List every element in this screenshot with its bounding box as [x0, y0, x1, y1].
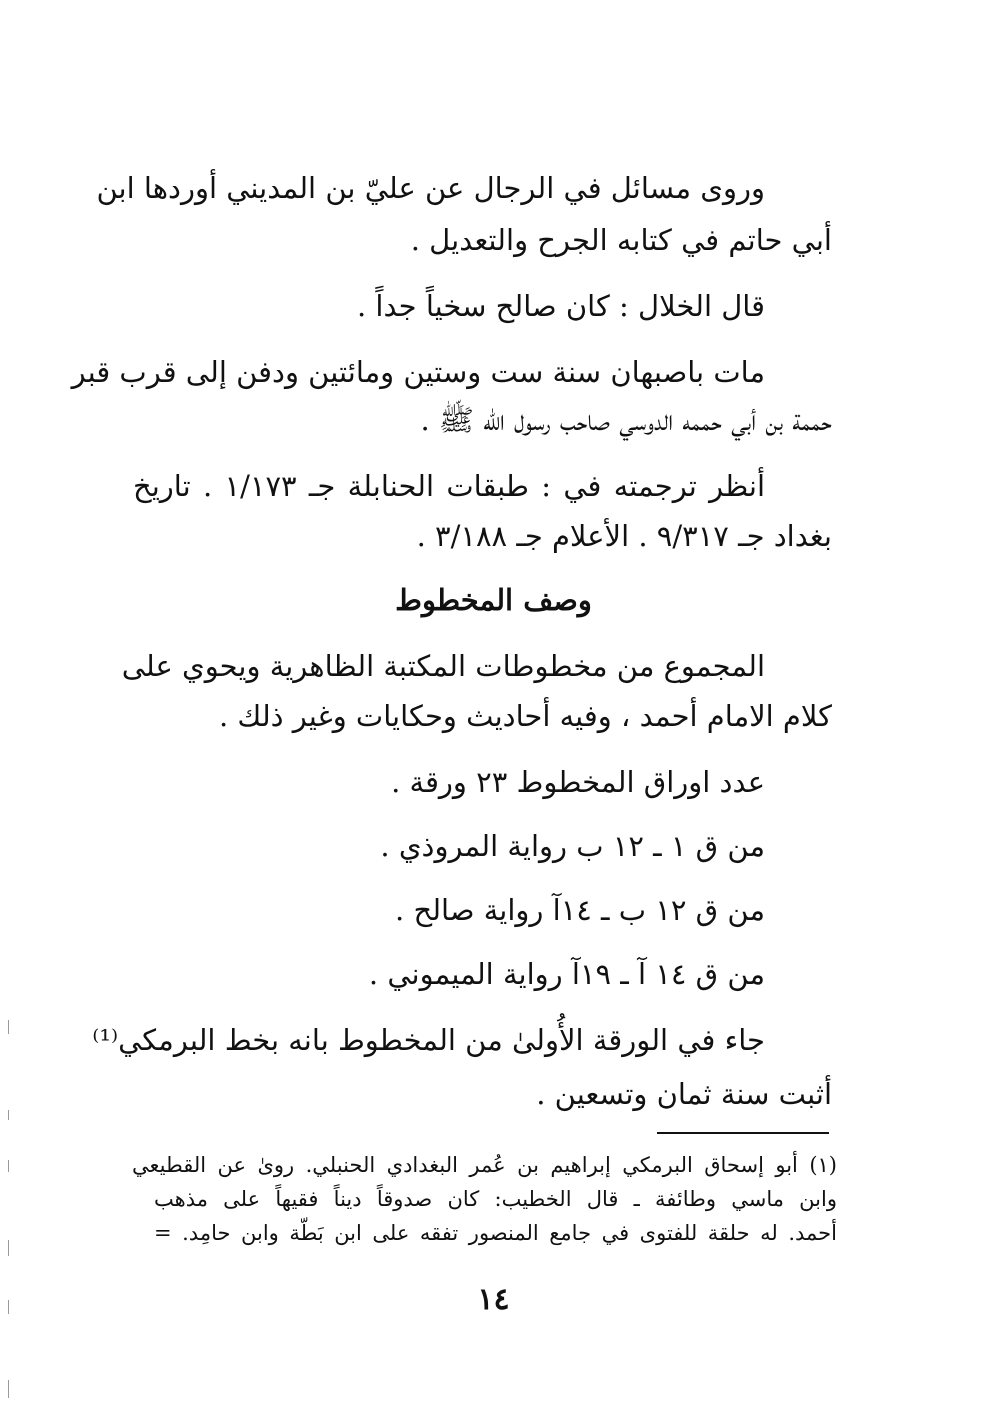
scan-margin-mark [8, 1020, 9, 1034]
footnote-line-3: أحمد. له حلقة للفتوى في جامع المنصور تفقه على ابن بَطّة وابن حامِد. = [154, 1221, 837, 1245]
scan-margin-mark [8, 1240, 9, 1256]
paragraph-3-line-2: حممة بن أبي حممه الدوسي صاحب رسول الله ﷺ . [420, 403, 832, 437]
paragraph-2: قال الخلال : كان صالح سخياً جداً . [356, 289, 765, 323]
paragraph-10-line-1: جاء في الورقة الأُولىٰ من المخطوط بانه بخط البرمكي⁽¹⁾ [92, 1023, 765, 1057]
paragraph-1-line-2: أبي حاتم في كتابه الجرح والتعديل . [410, 223, 832, 257]
footnote-line-2: وابن ماسي وطائفة ـ قال الخطيب: كان صدوقاً ديناً فقيهاً على مذهب [154, 1187, 837, 1211]
section-heading: وصف المخطوط [395, 583, 592, 617]
footnote-divider [657, 1132, 829, 1134]
footnote-line-1: (١) أبو إسحاق البرمكي إبراهيم بن عُمر البغدادي الحنبلي. روىٰ عن القطيعي [132, 1153, 837, 1177]
scan-margin-mark [8, 1300, 9, 1314]
paragraph-4-line-2: بغداد جـ ٩/٣١٧ . الأعلام جـ ٣/١٨٨ . [416, 519, 832, 553]
range-line-salih: من ق ١٢ ب ـ ١٤آ رواية صالح . [395, 893, 765, 927]
paragraph-4-line-1: أنظر ترجمته في : طبقات الحنابلة جـ ١/١٧٣ . تاريخ [133, 469, 766, 503]
scan-margin-mark [8, 1110, 9, 1120]
page-count-line: عدد اوراق المخطوط ٢٣ ورقة . [391, 765, 765, 799]
scan-margin-mark [8, 1380, 9, 1398]
page-number: ١٤ [477, 1282, 510, 1317]
paragraph-5-line-2: كلام الامام أحمد ، وفيه أحاديث وحكايات وغير ذلك . [218, 699, 832, 733]
paragraph-10-line-2: أثبت سنة ثمان وتسعين . [536, 1077, 832, 1111]
scan-margin-mark [8, 1160, 9, 1172]
paragraph-1-line-1: وروى مسائل في الرجال عن عليّ بن المديني أوردها ابن [96, 171, 765, 205]
paragraph-5-line-1: المجموع من مخطوطات المكتبة الظاهرية ويحوي على [121, 649, 765, 683]
range-line-maymuni: من ق ١٤ آ ـ ١٩آ رواية الميموني . [368, 957, 765, 991]
range-line-marwazi: من ق ١ ـ ١٢ ب رواية المروذي . [380, 829, 765, 863]
paragraph-3-line-1: مات باصبهان سنة ست وستين ومائتين ودفن إلى قرب قبر [71, 355, 765, 389]
